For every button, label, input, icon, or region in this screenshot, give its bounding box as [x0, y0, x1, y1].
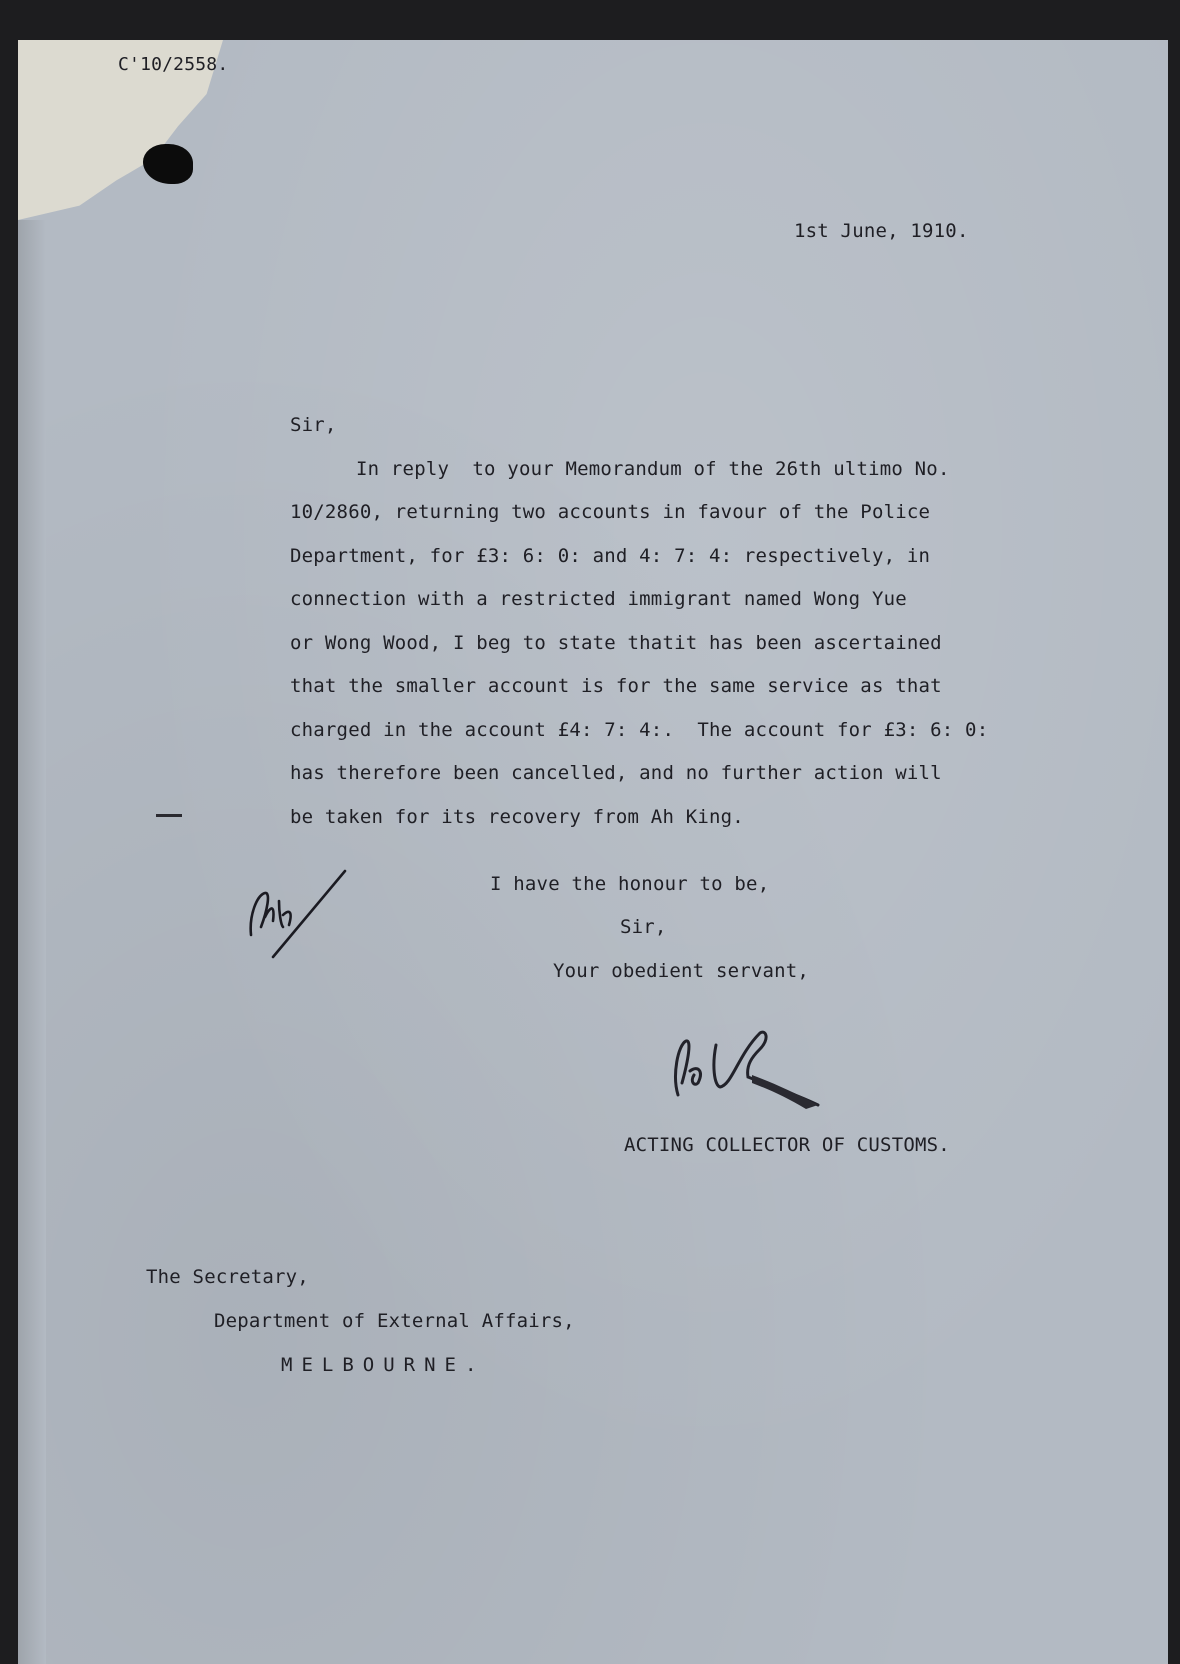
closing-line-2: Sir, [620, 916, 667, 938]
body-line-4: connection with a restricted immigrant named Wong Yue [290, 588, 907, 610]
addressee-city: MELBOURNE. [281, 1354, 486, 1376]
letter-sheet [18, 40, 1168, 1664]
body-line-6: that the smaller account is for the same service as that [290, 675, 942, 697]
body-line-3: Department, for £3: 6: 0: and 4: 7: 4: respectively, in [290, 545, 931, 567]
margin-initials [243, 865, 353, 965]
body-line-9: be taken for its recovery from Ah King. [290, 806, 744, 828]
body-line-5: or Wong Wood, I beg to state thatit has been ascertained [290, 632, 942, 654]
body-line-2: 10/2860, returning two accounts in favour of the Police [290, 501, 931, 523]
punch-hole [143, 144, 193, 184]
margin-mark [156, 814, 182, 817]
salutation: Sir, [290, 414, 337, 436]
closing-line-1: I have the honour to be, [490, 873, 770, 895]
handwritten-signature [668, 1025, 838, 1135]
body-line-1: In reply to your Memorandum of the 26th ultimo No. [356, 458, 950, 480]
body-line-7: charged in the account £4: 7: 4:. The account for £3: 6: 0: [290, 719, 989, 741]
letter-date: 1st June, 1910. [794, 220, 969, 242]
signatory-title: ACTING COLLECTOR OF CUSTOMS. [624, 1134, 950, 1156]
file-reference: C'10/2558. [118, 54, 229, 75]
closing-line-3: Your obedient servant, [553, 960, 810, 982]
body-line-8: has therefore been cancelled, and no further action will [290, 762, 942, 784]
addressee-line-2: Department of External Affairs, [214, 1310, 575, 1332]
binding-edge [18, 220, 46, 1664]
addressee-line-1: The Secretary, [146, 1266, 309, 1288]
